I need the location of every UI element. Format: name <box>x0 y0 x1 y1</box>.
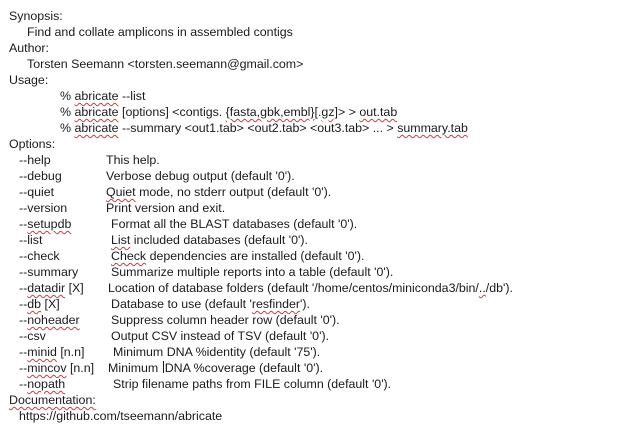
options-heading: Options: <box>9 137 56 151</box>
option-desc-csv: Output CSV instead of TSV (default '0'). <box>111 329 330 343</box>
documentation-heading: Documentation: <box>9 393 96 407</box>
option-flag-db: --db [X] <box>19 297 60 311</box>
option-flag-debug: --debug <box>19 169 62 183</box>
synopsis-heading: Synopsis: <box>9 9 63 23</box>
option-desc-check: Check dependencies are installed (default '0'). <box>111 249 365 263</box>
option-flag-version: --version <box>19 201 68 215</box>
option-flag-summary: --summary <box>19 265 79 279</box>
option-desc-help: This help. <box>106 153 160 167</box>
option-desc-debug: Verbose debug output (default '0'). <box>106 169 295 183</box>
option-flag-list: --list <box>19 233 43 247</box>
option-flag-help: --help <box>19 153 51 167</box>
usage-line-1: % abricate --list <box>60 89 146 103</box>
option-flag-noheader: --noheader <box>19 313 80 327</box>
documentation-url[interactable]: https://github.com/tseemann/abricate <box>19 409 223 423</box>
option-desc-db: Database to use (default 'resfinder'). <box>111 297 310 311</box>
usage-line-2: % abricate [options] <contigs. {fasta,gbk,embl}[.gz]> > out.tab <box>60 105 398 119</box>
option-desc-mincov: Minimum DNA %coverage (default '0'). <box>108 361 324 375</box>
option-flag-check: --check <box>19 249 60 263</box>
option-flag-datadir: --datadir [X] <box>19 281 84 295</box>
option-desc-version: Print version and exit. <box>106 201 226 215</box>
option-desc-noheader: Suppress column header row (default '0'). <box>111 313 340 327</box>
usage-heading: Usage: <box>9 73 49 87</box>
option-desc-quiet: Quiet mode, no stderr output (default '0'). <box>106 185 332 199</box>
author-text: Torsten Seemann <torsten.seemann@gmail.com> <box>27 57 304 71</box>
option-desc-list: List included databases (default '0'). <box>111 233 308 247</box>
usage-line-3: % abricate --summary <out1.tab> <out2.tab> <out3.tab> ... > summary.tab <box>60 121 468 135</box>
option-desc-setupdb: Format all the BLAST databases (default '0'). <box>111 217 358 231</box>
author-heading: Author: <box>9 41 49 55</box>
synopsis-text: Find and collate amplicons in assembled contigs <box>27 25 293 39</box>
option-flag-mincov: --mincov [n.n] <box>19 361 95 375</box>
option-desc-nopath: Strip filename paths from FILE column (default '0'). <box>113 377 392 391</box>
option-desc-summary: Summarize multiple reports into a table (default '0'). <box>111 265 394 279</box>
option-flag-quiet: --quiet <box>19 185 55 199</box>
text-cursor <box>163 361 164 373</box>
option-flag-nopath: --nopath <box>19 377 66 391</box>
option-desc-datadir: Location of database folders (default '/home/centos/miniconda3/bin/../db'). <box>108 281 513 295</box>
option-flag-csv: --csv <box>19 329 46 343</box>
option-flag-setupdb: --setupdb <box>19 217 72 231</box>
option-desc-minid: Minimum DNA %identity (default '75'). <box>113 345 321 359</box>
option-flag-minid: --minid [n.n] <box>19 345 85 359</box>
